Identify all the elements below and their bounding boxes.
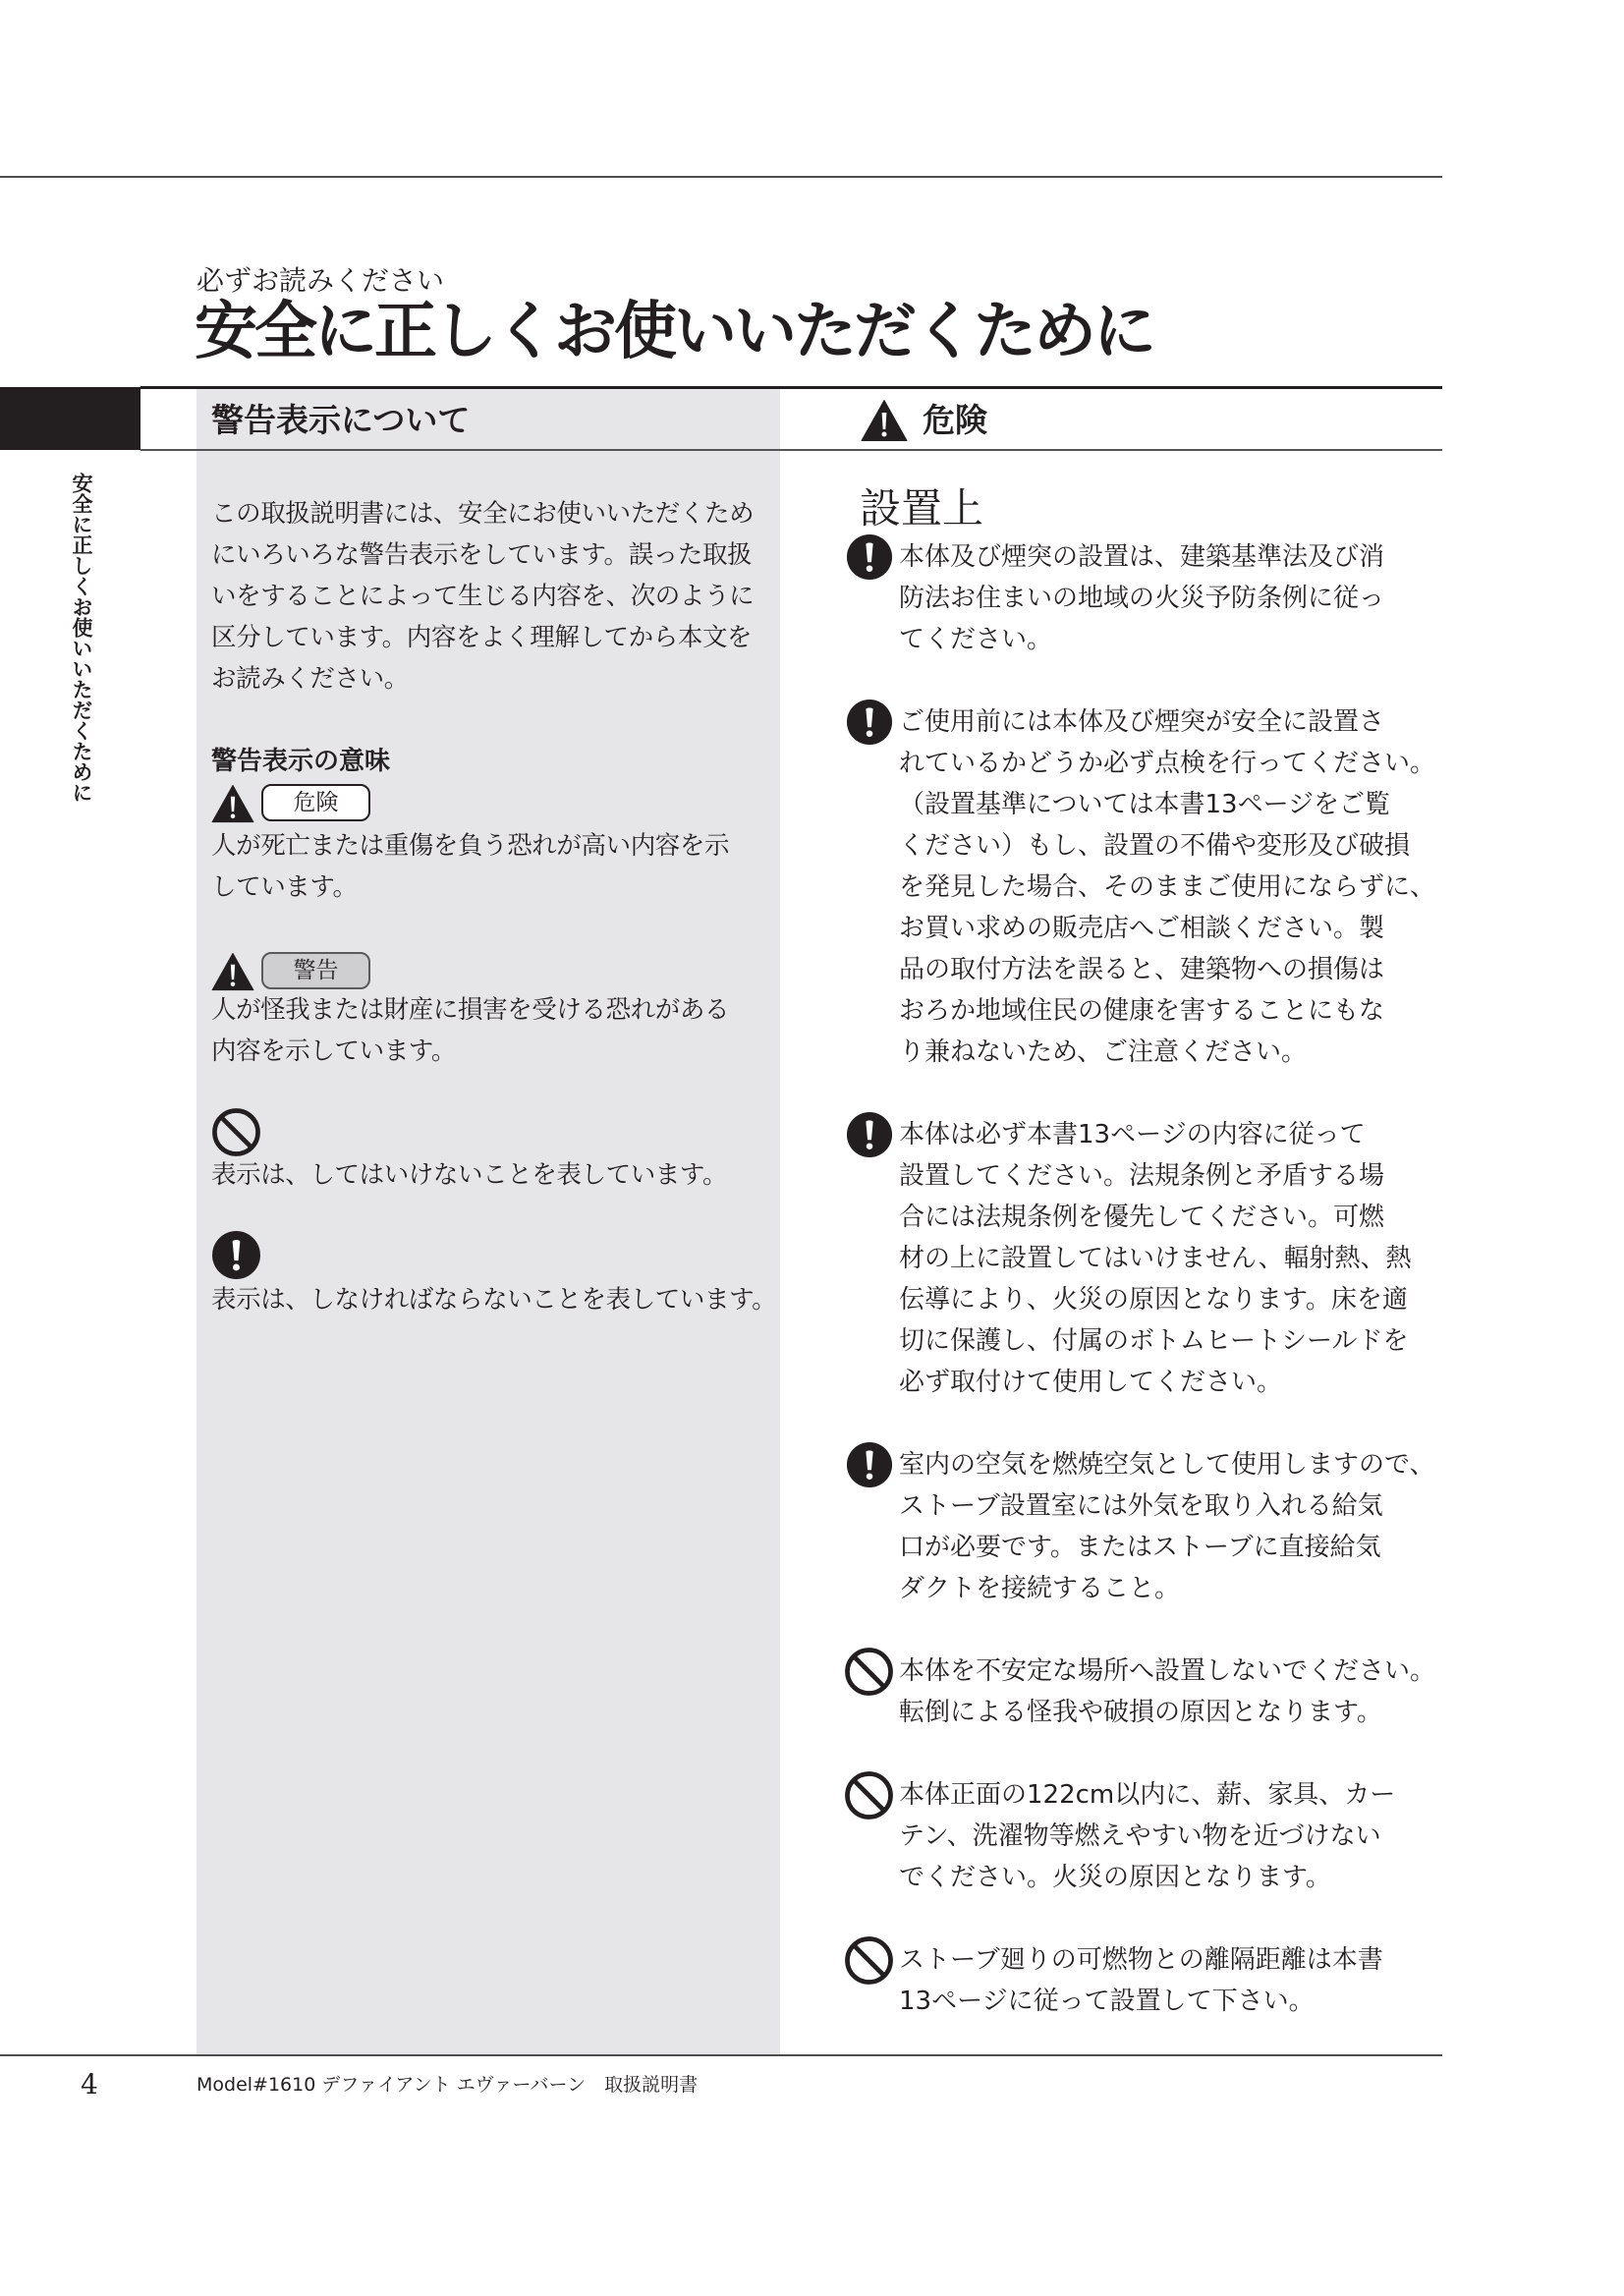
text-line: ストーブ廻りの可燃物との離隔距離は本書: [899, 1945, 1383, 1975]
text-line: テン、洗濯物等燃えやすい物を近づけない: [899, 1821, 1381, 1851]
text-line: 防法お住まいの地域の火災予防条例に従っ: [899, 584, 1385, 613]
warning-description: [211, 989, 729, 1072]
text-line: 本体を不安定な場所へ設置しないでください。: [899, 1656, 1436, 1686]
text-line: でください。火災の原因となります。: [899, 1863, 1331, 1892]
text-line: 品の取付方法を誤ると、建築物への損傷は: [899, 955, 1385, 984]
safety-item: [899, 1114, 1449, 1403]
text-line: 室内の空気を燃焼空気として使用しますので、: [899, 1450, 1435, 1480]
text-line: 人が死亡または重傷を負う恐れが高い内容を示: [211, 831, 730, 861]
danger-description: [211, 825, 729, 908]
warning-triangle-icon: [211, 784, 254, 823]
prohibition-icon: [211, 1107, 261, 1157]
text-line: を発見した場合、そのままご使用にならずに、: [899, 872, 1436, 902]
safety-item: [899, 536, 1449, 660]
text-line: おろか地域住民の健康を害することにもな: [899, 996, 1385, 1026]
text-line: ご使用前には本体及び煙突が安全に設置さ: [899, 707, 1385, 737]
text-line: 伝導により、火災の原因となります。床を適: [899, 1285, 1408, 1315]
danger-column-heading: 危険: [923, 401, 987, 439]
danger-badge: 危険: [261, 784, 370, 821]
band-bottom-rule: [140, 449, 1442, 451]
text-line: ストーブ設置室には外気を取り入れる給気: [899, 1491, 1383, 1521]
text-line: 本体正面の122cm以内に、薪、家具、カー: [899, 1780, 1396, 1810]
safety-item: [899, 1774, 1449, 1898]
text-line: てください。: [899, 625, 1053, 654]
mandatory-icon: [211, 1230, 261, 1280]
text-line: 必ず取付けて使用してください。: [899, 1368, 1283, 1397]
text-line: 口が必要です。またはストーブに直接給気: [899, 1533, 1381, 1562]
footer-document-title: Model#1610 デファイアント エヴァーバーン 取扱説明書: [196, 2074, 699, 2096]
safety-item: [899, 1444, 1449, 1609]
text-line: ダクトを接続すること。: [899, 1574, 1181, 1603]
text-line: お買い求めの販売店へご相談ください。製: [899, 914, 1385, 943]
side-running-title: 安全に正しくお使いいただくために: [70, 473, 94, 803]
text-line: 区分しています。内容をよく理解してから本文を: [211, 623, 753, 652]
prohibition-description: [211, 1154, 727, 1196]
prohibition-icon: [844, 1647, 894, 1697]
text-line: 人が怪我または財産に損害を受ける恐れがある: [211, 995, 730, 1025]
bottom-rule: [0, 2054, 1442, 2056]
safety-item: [899, 1651, 1449, 1733]
warning-triangle-icon: [861, 399, 908, 442]
legend-heading: 警告表示について: [211, 401, 471, 439]
mandatory-description: [211, 1279, 776, 1320]
mandatory-icon: [846, 1441, 893, 1488]
text-line: この取扱説明書には、安全にお使いいただくため: [211, 499, 755, 529]
page-title: 安全に正しくお使いいただくために: [195, 295, 1153, 368]
installation-warnings: [899, 536, 1449, 2063]
mandatory-icon: [846, 533, 893, 581]
text-line: 表示は、してはいけないことを表しています。: [211, 1160, 728, 1190]
text-line: 表示は、しなければならないことを表しています。: [211, 1285, 777, 1315]
text-line: しています。: [211, 872, 358, 902]
safety-item: [899, 701, 1449, 1073]
top-rule: [0, 176, 1442, 178]
page-kicker: 必ずお読みください: [196, 264, 445, 297]
text-line: （設置基準については本書13ページをご覧: [899, 790, 1391, 819]
safety-item: [899, 1939, 1449, 2022]
legend-meaning-heading: 警告表示の意味: [211, 747, 391, 776]
text-line: 切に保護し、付属のボトムヒートシールドを: [899, 1326, 1409, 1356]
mandatory-icon: [846, 1111, 893, 1158]
text-line: り兼ねないため、ご注意ください。: [899, 1037, 1307, 1067]
prohibition-icon: [844, 1770, 894, 1820]
text-line: いをすることによって生じる内容を、次のように: [211, 582, 755, 611]
text-line: ください）もし、設置の不備や変形及び破損: [899, 831, 1411, 861]
text-line: お読みください。: [211, 664, 409, 694]
mandatory-icon: [846, 699, 893, 746]
text-line: 本体及び煙突の設置は、建築基準法及び消: [899, 542, 1385, 572]
page-number: 4: [81, 2068, 98, 2100]
warning-badge: 警告: [261, 952, 370, 989]
legend-intro: [211, 493, 754, 700]
prohibition-icon: [844, 1935, 894, 1986]
text-line: れているかどうか必ず点検を行ってください。: [899, 749, 1436, 778]
warning-triangle-icon: [211, 952, 254, 991]
band-top-rule: [140, 386, 1442, 389]
text-line: 内容を示しています。: [211, 1036, 456, 1066]
text-line: 設置してください。法規条例と矛盾する場: [899, 1161, 1385, 1191]
text-line: にいろいろな警告表示をしています。誤った取扱: [211, 540, 753, 570]
section-tab-marker: [0, 387, 140, 450]
section-title: 設置上: [860, 484, 984, 532]
text-line: 13ページに従って設置して下さい。: [899, 1987, 1315, 2016]
text-line: 材の上に設置してはいけません、輻射熱、熱: [899, 1244, 1412, 1273]
text-line: 合には法規条例を優先してください。可燃: [899, 1203, 1385, 1232]
text-line: 本体は必ず本書13ページの内容に従って: [899, 1120, 1366, 1149]
text-line: 転倒による怪我や破損の原因となります。: [899, 1698, 1382, 1727]
